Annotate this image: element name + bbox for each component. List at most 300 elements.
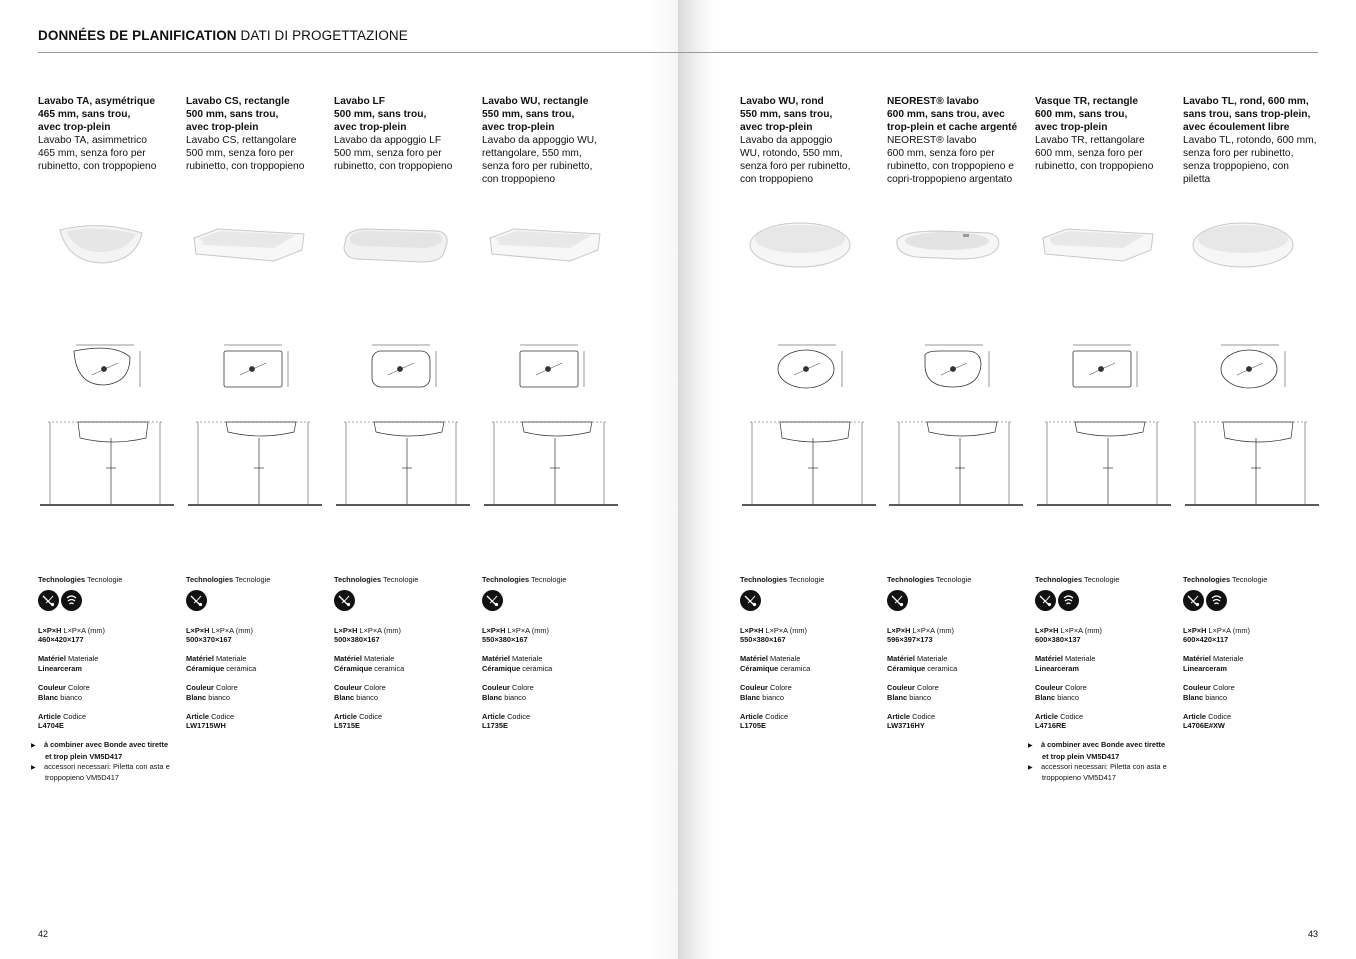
spec-article	[334, 712, 474, 731]
tech-label-fr: Technologies	[482, 575, 530, 584]
spec-color-value	[1035, 693, 1175, 703]
spec-dimensions-label-it: L×P×A (mm)	[765, 625, 807, 635]
product-subtitle: Lavabo TA, asimmetrico 465 mm, senza foro per rubinetto, con troppopieno	[38, 135, 157, 172]
spec-color-label-it: Colore	[769, 682, 792, 692]
spec-color-value-fr: Blanc	[740, 692, 761, 702]
spec-article-label-it: Codice	[1208, 711, 1232, 721]
spec-article-value	[482, 721, 622, 731]
spec-article-value	[1183, 721, 1323, 731]
spec-dimensions-label-fr: L×P×H	[1183, 625, 1207, 635]
product-specs	[887, 575, 1027, 740]
spec-material-label	[38, 654, 178, 664]
spec-article	[740, 712, 880, 731]
plan-view-drawing	[1183, 335, 1323, 410]
spec-material-value-it: ceramica	[780, 663, 811, 673]
accessory-note-fr-text: à combiner avec Bonde avec tirette et trop plein VM5D417	[44, 740, 169, 761]
spec-dimensions	[887, 626, 1027, 645]
spec-article-label-it: Codice	[211, 711, 235, 721]
product-column	[38, 95, 178, 173]
tech-label	[38, 575, 178, 585]
spec-material-value-fr: Céramique	[334, 663, 373, 673]
spec-color-value	[1183, 693, 1323, 703]
plan-view-drawing	[887, 335, 1027, 410]
accessory-note-it-text: accessori necessari: Piletta con asta e troppopieno VM5D417	[1041, 761, 1167, 783]
spec-article-label-it: Codice	[912, 711, 936, 721]
spec-material-value	[887, 664, 1027, 674]
cefiontect-icon	[334, 590, 355, 611]
spec-dimensions	[482, 626, 622, 645]
tech-icons	[186, 590, 326, 612]
spec-dimensions	[38, 626, 178, 645]
spec-article-label-fr: Article	[887, 711, 911, 721]
plan-view	[887, 335, 1027, 410]
spec-color-value	[38, 693, 178, 703]
spec-material-value-fr: Linearceram	[38, 663, 82, 673]
spec-color-label-it: Colore	[916, 682, 939, 692]
spec-article-label	[186, 712, 326, 722]
accessory-note-it-text: accessori necessari: Piletta con asta e troppopieno VM5D417	[44, 761, 170, 783]
spec-color-label	[1183, 683, 1323, 693]
spec-article-label	[482, 712, 622, 722]
tech-label-it: Tecnologie	[936, 575, 972, 584]
cefiontect-icon	[887, 590, 908, 611]
tech-label-fr: Technologies	[186, 575, 234, 584]
spec-color-label	[186, 683, 326, 693]
spec-material-label-it: Materiale	[68, 654, 99, 664]
spec-article-label	[740, 712, 880, 722]
tech-label	[1035, 575, 1175, 585]
spec-material-label	[887, 654, 1027, 664]
spec-article-label	[1035, 712, 1175, 722]
basin-photo	[30, 205, 170, 285]
spec-article-value-fr: L1705E	[740, 721, 766, 731]
product-subtitle: Lavabo da appoggio WU, rotondo, 550 mm, senza foro per rubinetto, con troppopieno	[740, 135, 851, 185]
tornado-icon	[1206, 590, 1227, 611]
spec-dimensions-value-fr: 600×420×117	[1183, 635, 1229, 645]
product-title: Lavabo TL, rond, 600 mm, sans trou, sans trop-plein, avec écoulement libre	[1183, 96, 1311, 133]
section-view-drawing	[1035, 412, 1175, 512]
spec-article-label-fr: Article	[482, 711, 506, 721]
tech-icons	[334, 590, 474, 612]
basin-photo	[1027, 205, 1167, 285]
tech-label-it: Tecnologie	[87, 575, 123, 584]
arrow-right-icon: ▶	[1028, 743, 1033, 750]
spec-material-value	[482, 664, 622, 674]
spec-material-label	[186, 654, 326, 664]
tech-label	[186, 575, 326, 585]
tech-icons	[38, 590, 178, 612]
spec-dimensions-label-fr: L×P×H	[186, 625, 210, 635]
spec-material	[740, 654, 880, 673]
basin-photo-frame	[178, 205, 318, 285]
product-column	[1183, 95, 1323, 186]
spec-color-value-it: bianco	[762, 692, 784, 702]
spec-material-value	[334, 664, 474, 674]
spec-material-label-fr: Matériel	[1183, 654, 1211, 664]
spec-article-label-it: Codice	[765, 711, 789, 721]
header-rule	[38, 52, 1318, 53]
spec-color-value-fr: Blanc	[887, 692, 908, 702]
spec-color-value-fr: Blanc	[334, 692, 355, 702]
spec-dimensions-label	[1183, 626, 1323, 636]
spec-color-value-it: bianco	[60, 692, 82, 702]
spec-color-label-fr: Couleur	[186, 682, 214, 692]
spec-color-label-fr: Couleur	[334, 682, 362, 692]
product-title: Lavabo CS, rectangle 500 mm, sans trou, avec trop-plein	[186, 96, 290, 133]
spec-material-label-fr: Matériel	[887, 654, 915, 664]
spec-material-value-it: ceramica	[927, 663, 958, 673]
tech-label-it: Tecnologie	[1084, 575, 1120, 584]
spec-material-label-fr: Matériel	[186, 654, 214, 664]
plan-view	[334, 335, 474, 410]
spec-material	[1035, 654, 1175, 673]
plan-view	[1183, 335, 1323, 410]
spec-article-label-fr: Article	[1035, 711, 1059, 721]
tech-label-fr: Technologies	[1183, 575, 1231, 584]
basin-photo-frame	[30, 205, 170, 285]
spec-article-label-fr: Article	[1183, 711, 1207, 721]
spec-article-value	[740, 721, 880, 731]
section-view	[1183, 412, 1323, 512]
spec-dimensions-label-fr: L×P×H	[1035, 625, 1059, 635]
spec-material-label-fr: Matériel	[334, 654, 362, 664]
basin-photo-frame	[1175, 205, 1315, 285]
spec-dimensions-label	[334, 626, 474, 636]
spec-color-label	[334, 683, 474, 693]
spec-color-value	[482, 693, 622, 703]
spec-color	[1183, 683, 1323, 702]
spec-color-label-it: Colore	[363, 682, 386, 692]
tech-icons	[740, 590, 880, 612]
cefiontect-icon	[482, 590, 503, 611]
product-column	[186, 95, 326, 173]
spec-dimensions-value	[482, 635, 622, 645]
section-view-drawing	[334, 412, 474, 512]
product-subtitle: Lavabo TL, rotondo, 600 mm, senza foro per rubinetto, senza troppopieno, con piletta	[1183, 135, 1317, 185]
spec-article-label-it: Codice	[507, 711, 531, 721]
spec-dimensions-value-fr: 550×380×167	[740, 635, 786, 645]
product-title: Lavabo LF 500 mm, sans trou, avec trop-plein	[334, 96, 427, 133]
spec-material-label-it: Materiale	[917, 654, 948, 664]
spec-color-label	[1035, 683, 1175, 693]
spec-material	[186, 654, 326, 673]
spec-article-label-it: Codice	[63, 711, 87, 721]
spec-material-label	[1035, 654, 1175, 664]
product-title: Lavabo WU, rond 550 mm, sans trou, avec trop-plein	[740, 96, 833, 133]
tech-icons	[1183, 590, 1323, 612]
spec-article-value	[887, 721, 1027, 731]
spec-dimensions	[740, 626, 880, 645]
spec-dimensions-value	[186, 635, 326, 645]
section-view-drawing	[482, 412, 622, 512]
spec-article-label-it: Codice	[359, 711, 383, 721]
tech-label	[740, 575, 880, 585]
spec-color-label-it: Colore	[67, 682, 90, 692]
spec-dimensions-label-it: L×P×A (mm)	[912, 625, 954, 635]
tech-label-fr: Technologies	[38, 575, 86, 584]
spec-color-label-it: Colore	[511, 682, 534, 692]
section-view-drawing	[38, 412, 178, 512]
spec-article-value-fr: L4706E#XW	[1183, 721, 1225, 731]
tech-label-fr: Technologies	[334, 575, 382, 584]
spec-material-value	[1183, 664, 1323, 674]
spec-dimensions-value-fr: 460×420×177	[38, 635, 84, 645]
basin-photo-frame	[732, 205, 872, 285]
spec-color-label-fr: Couleur	[38, 682, 66, 692]
spec-article-label-fr: Article	[186, 711, 210, 721]
spec-material-value-it: ceramica	[522, 663, 553, 673]
spec-dimensions-value	[887, 635, 1027, 645]
spec-dimensions-label-fr: L×P×H	[482, 625, 506, 635]
spec-material-label-fr: Matériel	[1035, 654, 1063, 664]
spec-dimensions-value-fr: 550×380×167	[482, 635, 528, 645]
spec-material-value	[1035, 664, 1175, 674]
spec-dimensions-label-it: L×P×A (mm)	[63, 625, 105, 635]
page-title-bold: DONNÉES DE PLANIFICATION	[38, 28, 237, 43]
plan-view	[740, 335, 880, 410]
spec-material-value-fr: Céramique	[740, 663, 779, 673]
spec-color-value-it: bianco	[909, 692, 931, 702]
spec-dimensions-label-fr: L×P×H	[38, 625, 62, 635]
spec-color-value-it: bianco	[1057, 692, 1079, 702]
spec-color-value	[334, 693, 474, 703]
spec-material-value-fr: Linearceram	[1183, 663, 1227, 673]
tornado-icon	[1058, 590, 1079, 611]
product-title: Lavabo WU, rectangle 550 mm, sans trou, avec trop-plein	[482, 96, 589, 133]
tech-icons	[887, 590, 1027, 612]
basin-photo-frame	[326, 205, 466, 285]
product-column	[1035, 95, 1175, 173]
spec-material-value-it: ceramica	[374, 663, 405, 673]
section-view	[1035, 412, 1175, 512]
spec-color-value-fr: Blanc	[482, 692, 503, 702]
product-subtitle: NEOREST® lavabo 600 mm, senza foro per rubinetto, con troppopieno e copri-troppopieno argentato	[887, 135, 1014, 185]
product-specs	[1028, 575, 1175, 783]
spec-material-label-it: Materiale	[364, 654, 395, 664]
spec-dimensions-label	[887, 626, 1027, 636]
spec-material-label	[334, 654, 474, 664]
product-specs	[482, 575, 622, 740]
spec-article-value-fr: L5715E	[334, 721, 360, 731]
spec-material	[38, 654, 178, 673]
product-subtitle: Lavabo da appoggio LF 500 mm, senza foro per rubinetto, con troppopieno	[334, 135, 453, 172]
spec-article	[482, 712, 622, 731]
spec-article	[887, 712, 1027, 731]
spec-dimensions-value	[38, 635, 178, 645]
spec-dimensions-value	[1183, 635, 1323, 645]
spec-color-label-it: Colore	[215, 682, 238, 692]
basin-photo-frame	[1027, 205, 1167, 285]
spec-article-label	[1183, 712, 1323, 722]
spec-dimensions-value	[1035, 635, 1175, 645]
accessory-note-it	[1028, 761, 1175, 783]
spec-material-label-fr: Matériel	[38, 654, 66, 664]
product-column	[740, 95, 880, 186]
spec-material-value-fr: Céramique	[186, 663, 225, 673]
basin-photo	[178, 205, 318, 285]
page-title-light: DATI DI PROGETTAZIONE	[240, 28, 408, 43]
spec-color	[334, 683, 474, 702]
page-fold-shadow	[678, 0, 714, 959]
spec-dimensions-label-it: L×P×A (mm)	[359, 625, 401, 635]
plan-view-drawing	[186, 335, 326, 410]
spec-article-label-it: Codice	[1060, 711, 1084, 721]
spec-dimensions-value	[334, 635, 474, 645]
spec-dimensions-value-fr: 600×380×137	[1035, 635, 1081, 645]
spec-material-label	[1183, 654, 1323, 664]
spec-article-label	[334, 712, 474, 722]
spec-article-value-fr: L4716RE	[1035, 721, 1067, 731]
tech-label	[1183, 575, 1323, 585]
spec-material	[482, 654, 622, 673]
section-view-drawing	[1183, 412, 1323, 512]
spec-dimensions-label-fr: L×P×H	[887, 625, 911, 635]
spec-color-value-it: bianco	[356, 692, 378, 702]
plan-view	[1035, 335, 1175, 410]
section-view	[740, 412, 880, 512]
spec-dimensions-value-fr: 500×380×167	[334, 635, 380, 645]
spec-color-value-fr: Blanc	[1035, 692, 1056, 702]
spec-material-label-fr: Matériel	[482, 654, 510, 664]
spec-material-value	[38, 664, 178, 674]
section-view	[334, 412, 474, 512]
product-subtitle: Lavabo TR, rettangolare 600 mm, senza foro per rubinetto, con troppopieno	[1035, 135, 1154, 172]
spec-article-label-fr: Article	[38, 711, 62, 721]
spec-color	[38, 683, 178, 702]
product-title: NEOREST® lavabo 600 mm, sans trou, avec trop-plein et cache argenté	[887, 96, 1018, 133]
section-view	[482, 412, 622, 512]
spec-color-value-fr: Blanc	[186, 692, 207, 702]
spec-dimensions-value-fr: 500×370×167	[186, 635, 232, 645]
section-view-drawing	[887, 412, 1027, 512]
spec-dimensions-label-fr: L×P×H	[334, 625, 358, 635]
spec-material	[1183, 654, 1323, 673]
basin-photo	[474, 205, 614, 285]
spec-dimensions-value-fr: 596×397×173	[887, 635, 933, 645]
spec-color-value-it: bianco	[504, 692, 526, 702]
product-specs	[1183, 575, 1323, 740]
spec-material-value-it: ceramica	[226, 663, 257, 673]
cefiontect-icon	[740, 590, 761, 611]
accessory-note-fr-text: à combiner avec Bonde avec tirette et trop plein VM5D417	[1041, 740, 1166, 761]
product-specs	[186, 575, 326, 740]
basin-photo	[1175, 205, 1315, 285]
basin-photo-frame	[879, 205, 1019, 285]
cefiontect-icon	[1035, 590, 1056, 611]
product-specs	[334, 575, 474, 740]
spec-color-value-fr: Blanc	[38, 692, 59, 702]
spec-dimensions-label	[740, 626, 880, 636]
spec-article-value-fr: L4704E	[38, 721, 64, 731]
plan-view	[482, 335, 622, 410]
plan-view-drawing	[1035, 335, 1175, 410]
spec-dimensions-label-it: L×P×A (mm)	[1208, 625, 1250, 635]
spec-dimensions-label	[186, 626, 326, 636]
product-column	[482, 95, 622, 186]
spec-color-label-fr: Couleur	[482, 682, 510, 692]
product-subtitle: Lavabo da appoggio WU, rettangolare, 550 mm, senza foro per rubinetto, con troppopieno	[482, 135, 597, 185]
plan-view-drawing	[740, 335, 880, 410]
section-view	[186, 412, 326, 512]
spec-article-value	[334, 721, 474, 731]
spec-color	[186, 683, 326, 702]
tech-label	[334, 575, 474, 585]
spec-color-value-it: bianco	[208, 692, 230, 702]
spec-dimensions	[334, 626, 474, 645]
spec-color-label-fr: Couleur	[1035, 682, 1063, 692]
page-fold-shadow-left	[650, 0, 678, 959]
spec-color-value	[740, 693, 880, 703]
plan-view-drawing	[482, 335, 622, 410]
tech-label-it: Tecnologie	[1232, 575, 1268, 584]
spec-color	[482, 683, 622, 702]
spec-article-label-fr: Article	[740, 711, 764, 721]
spec-material-value-fr: Céramique	[887, 663, 926, 673]
spec-article	[1035, 712, 1175, 731]
spec-material-label-it: Materiale	[216, 654, 247, 664]
spec-material-value-fr: Linearceram	[1035, 663, 1079, 673]
spec-material	[887, 654, 1027, 673]
spec-color-value	[186, 693, 326, 703]
spec-material-value	[186, 664, 326, 674]
spec-color-label	[38, 683, 178, 693]
tech-label-it: Tecnologie	[789, 575, 825, 584]
product-specs	[740, 575, 880, 740]
accessory-note-it	[31, 761, 178, 783]
basin-photo-frame	[474, 205, 614, 285]
spec-article-value-fr: L1735E	[482, 721, 508, 731]
tech-label-fr: Technologies	[887, 575, 935, 584]
tech-label-it: Tecnologie	[383, 575, 419, 584]
plan-view	[186, 335, 326, 410]
arrow-right-icon: ▶	[31, 764, 36, 771]
tech-label-fr: Technologies	[1035, 575, 1083, 584]
spec-dimensions-label	[482, 626, 622, 636]
accessory-note-fr	[1028, 740, 1175, 761]
spec-color-value-fr: Blanc	[1183, 692, 1204, 702]
product-title: Lavabo TA, asymétrique 465 mm, sans trou, avec trop-plein	[38, 96, 156, 133]
spec-color-label-it: Colore	[1212, 682, 1235, 692]
spec-article-label	[887, 712, 1027, 722]
spec-material-label	[740, 654, 880, 664]
spec-article-value	[38, 721, 178, 731]
spec-dimensions-label-fr: L×P×H	[740, 625, 764, 635]
spec-color	[740, 683, 880, 702]
spec-article-label-fr: Article	[334, 711, 358, 721]
basin-photo	[326, 205, 466, 285]
page-number-left: 42	[38, 929, 49, 939]
spec-color-label-it: Colore	[1064, 682, 1087, 692]
section-view-drawing	[186, 412, 326, 512]
spec-dimensions-label	[38, 626, 178, 636]
tornado-icon	[61, 590, 82, 611]
tech-icons	[1035, 590, 1175, 612]
spec-article-value	[186, 721, 326, 731]
cefiontect-icon	[1183, 590, 1204, 611]
spec-article-label	[38, 712, 178, 722]
spec-color	[887, 683, 1027, 702]
spec-material-value-fr: Céramique	[482, 663, 521, 673]
spec-article	[38, 712, 178, 731]
spec-color-label	[740, 683, 880, 693]
spec-dimensions-label-it: L×P×A (mm)	[211, 625, 253, 635]
accessory-note-fr	[31, 740, 178, 761]
spec-material-label-it: Materiale	[770, 654, 801, 664]
spec-color-value-it: bianco	[1205, 692, 1227, 702]
section-view	[38, 412, 178, 512]
page-title	[38, 28, 408, 43]
page-number-right: 43	[1308, 929, 1319, 939]
